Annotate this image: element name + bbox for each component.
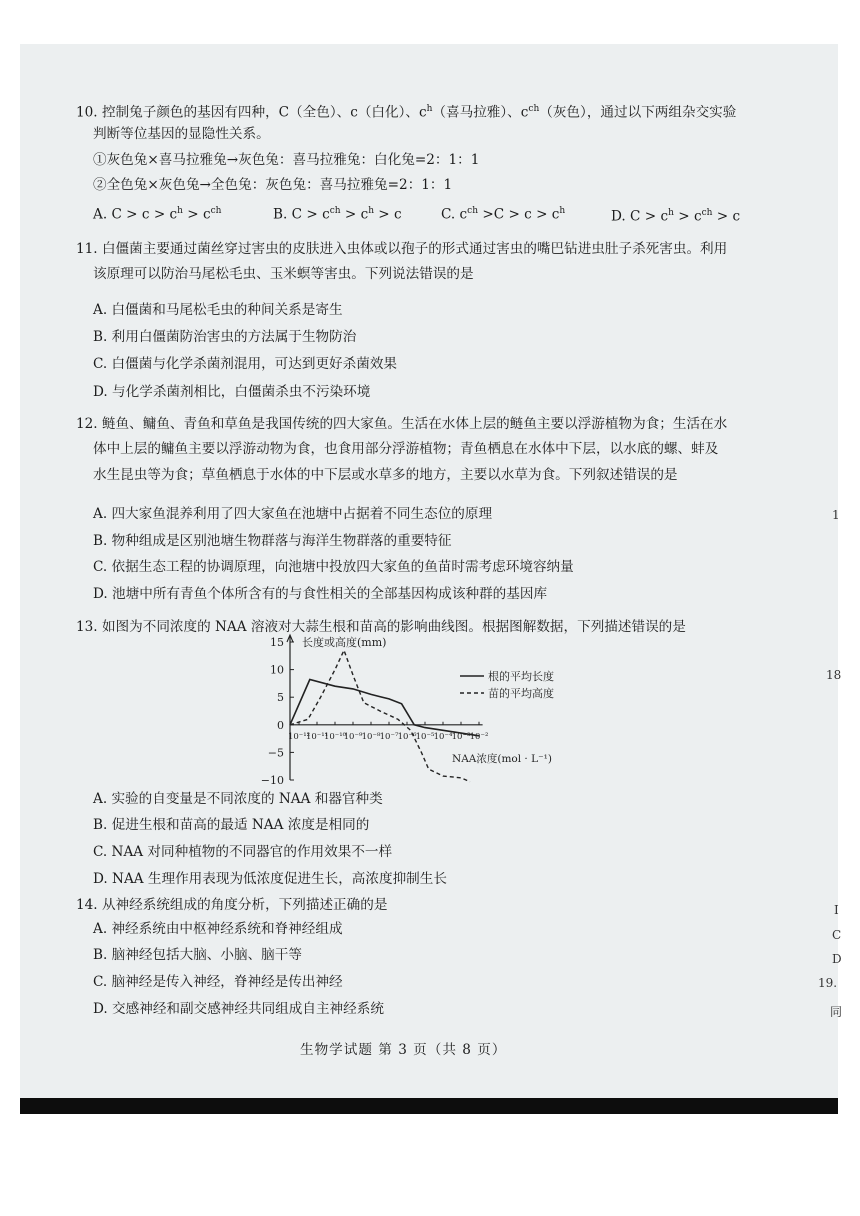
root-length-line bbox=[290, 680, 479, 736]
q10-cross-2: ②全色兔×灰色兔→全色兔：灰色兔：喜马拉雅兔=2：1：1 bbox=[93, 177, 453, 193]
q11-stem-line2: 该原理可以防治马尾松毛虫、玉米螟等害虫。下列说法错误的是 bbox=[93, 266, 474, 282]
edge-mark: D bbox=[832, 952, 842, 966]
x-tick-label: 10⁻³ bbox=[451, 731, 471, 742]
y-tick-label: 0 bbox=[277, 718, 284, 732]
edge-mark: 同 bbox=[830, 1005, 843, 1019]
q13-stem: 13. 如图为不同浓度的 NAA 溶液对大蒜生根和苗高的影响曲线图。根据图解数据，下列描述错误的是 bbox=[76, 619, 686, 635]
naa-line-chart bbox=[262, 630, 562, 790]
q11-option-a[interactable]: A. 白僵菌和马尾松毛虫的种间关系是寄生 bbox=[93, 302, 343, 318]
q14-option-c[interactable]: C. 脑神经是传入神经，脊神经是传出神经 bbox=[93, 974, 343, 990]
edge-mark: 18 bbox=[826, 668, 842, 682]
edge-mark: I bbox=[834, 903, 839, 917]
edge-mark: C bbox=[832, 928, 842, 942]
q14-option-a[interactable]: A. 神经系统由中枢神经系统和脊神经组成 bbox=[93, 921, 343, 937]
x-tick-label: 10⁻⁹ bbox=[343, 731, 363, 742]
q11-stem-line1: 11. 白僵菌主要通过菌丝穿过害虫的皮肤进入虫体或以孢子的形式通过害虫的嘴巴钻进虫肚子杀死害虫。利用 bbox=[76, 241, 728, 257]
y-tick-label: 15 bbox=[270, 636, 284, 649]
q10-option-d[interactable]: D. $C > c^h > c^{ch} > c$ bbox=[611, 208, 741, 225]
x-tick-label: 10⁻⁵ bbox=[415, 731, 435, 742]
q14-stem: 14. 从神经系统组成的角度分析，下列描述正确的是 bbox=[76, 897, 388, 913]
q12-stem-line1: 12. 鲢鱼、鳙鱼、青鱼和草鱼是我国传统的四大家鱼。生活在水体上层的鲢鱼主要以浮游植物为食；生活在水 bbox=[76, 416, 728, 432]
chart-xlabel: NAA浓度(mol · L⁻¹) bbox=[452, 753, 552, 765]
x-tick-label: 10⁻² bbox=[469, 731, 489, 742]
q11-option-c[interactable]: C. 白僵菌与化学杀菌剂混用，可达到更好杀菌效果 bbox=[93, 356, 398, 372]
q13-option-a[interactable]: A. 实验的自变量是不同浓度的 NAA 和器官种类 bbox=[93, 791, 383, 807]
y-tick-label: −10 bbox=[260, 774, 284, 787]
q10-stem-line2: 判断等位基因的显隐性关系。 bbox=[93, 126, 270, 142]
x-tick-label: 10⁻⁷ bbox=[379, 731, 399, 742]
q10-stem-line1: 10. 控制兔子颜色的基因有四种，C（全色）、c（白化）、$c^h$（喜马拉雅）、$c^{ch}$（灰色），通过以下两组杂交实验 bbox=[76, 104, 737, 121]
q12-option-c[interactable]: C. 依据生态工程的协调原理，向池塘中投放四大家鱼的鱼苗时需考虑环境容纳量 bbox=[93, 559, 574, 575]
x-tick-label: 10⁻¹² bbox=[287, 731, 311, 742]
legend-shoot-label: 苗的平均高度 bbox=[488, 687, 554, 700]
q14-option-b[interactable]: B. 脑神经包括大脑、小脑、脑干等 bbox=[93, 947, 302, 963]
q12-option-a[interactable]: A. 四大家鱼混养利用了四大家鱼在池塘中占据着不同生态位的原理 bbox=[93, 506, 493, 522]
chart-legend bbox=[460, 669, 554, 700]
shoot-height-line bbox=[287, 650, 470, 781]
legend-root-label: 根的平均长度 bbox=[488, 670, 554, 683]
q12-option-d[interactable]: D. 池塘中所有青鱼个体所含有的与食性相关的全部基因构成该种群的基因库 bbox=[93, 586, 548, 602]
x-tick-label: 10⁻¹⁰ bbox=[323, 731, 347, 742]
q10-option-c[interactable]: C. $c^{ch} >C > c > c^h$ bbox=[441, 206, 566, 223]
x-tick-label: 10⁻⁸ bbox=[361, 731, 381, 742]
x-tick-label: 10⁻⁶ bbox=[397, 731, 417, 742]
x-tick-label: 10⁻⁴ bbox=[433, 731, 453, 742]
q12-option-b[interactable]: B. 物种组成是区别池塘生物群落与海洋生物群落的重要特征 bbox=[93, 533, 452, 549]
q11-option-b[interactable]: B. 利用白僵菌防治害虫的方法属于生物防治 bbox=[93, 329, 357, 345]
chart-ylabel: 长度或高度(mm) bbox=[302, 636, 387, 649]
y-tick-label: −5 bbox=[267, 746, 284, 760]
q10-cross-1: ①灰色兔×喜马拉雅兔→灰色兔：喜马拉雅兔：白化兔=2：1：1 bbox=[93, 152, 480, 168]
page-shadow bbox=[20, 1098, 838, 1114]
q10-option-b[interactable]: B. $C > c^{ch} > c^h > c$ bbox=[273, 206, 402, 223]
edge-mark: 19. bbox=[818, 976, 838, 990]
q13-option-d[interactable]: D. NAA 生理作用表现为低浓度促进生长，高浓度抑制生长 bbox=[93, 871, 447, 887]
q14-option-d[interactable]: D. 交感神经和副交感神经共同组成自主神经系统 bbox=[93, 1001, 384, 1017]
q13-option-c[interactable]: C. NAA 对同种植物的不同器官的作用效果不一样 bbox=[93, 844, 393, 860]
q13-option-b[interactable]: B. 促进生根和苗高的最适 NAA 浓度是相同的 bbox=[93, 817, 370, 833]
x-tick-label: 10⁻¹¹ bbox=[305, 731, 329, 742]
edge-mark: 1 bbox=[832, 508, 840, 522]
y-tick-label: 5 bbox=[277, 691, 284, 705]
q12-stem-line2: 体中上层的鳙鱼主要以浮游动物为食，也食用部分浮游植物；青鱼栖息在水体中下层，以水底的螺、蚌及 bbox=[93, 441, 719, 457]
q11-option-d[interactable]: D. 与化学杀菌剂相比，白僵菌杀虫不污染环境 bbox=[93, 384, 371, 400]
q10-option-a[interactable]: A. $C > c > c^h > c^{ch}$ bbox=[93, 206, 222, 223]
q12-stem-line3: 水生昆虫等为食；草鱼栖息于水体的中下层或水草多的地方，主要以水草为食。下列叙述错误的是 bbox=[93, 467, 678, 483]
page-footer: 生物学试题 第 3 页（共 8 页） bbox=[300, 1042, 507, 1058]
y-tick-label: 10 bbox=[270, 663, 284, 677]
